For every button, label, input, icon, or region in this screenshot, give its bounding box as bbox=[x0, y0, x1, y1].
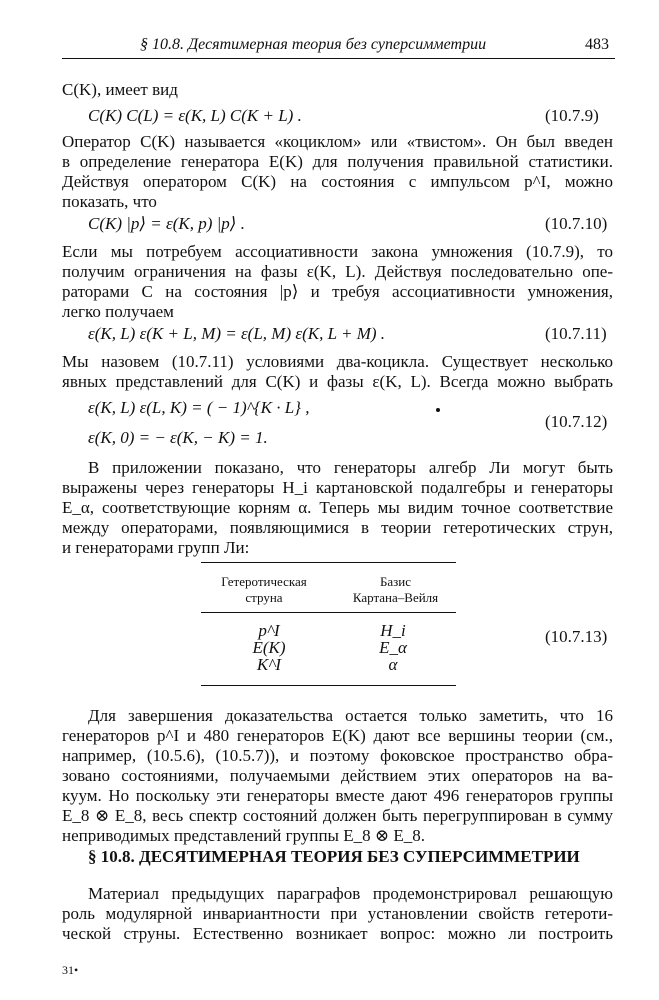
scan-dot bbox=[436, 408, 440, 412]
table-header-left-line2: струна bbox=[245, 590, 283, 605]
table-cell-right: E_α bbox=[379, 638, 407, 657]
text-line: неприводимых представлений группы E_8 ⊗ E_8. bbox=[62, 826, 425, 845]
equation-number: (10.7.11) bbox=[545, 324, 607, 343]
equation-number: (10.7.9) bbox=[545, 106, 599, 125]
text-line: E_8 ⊗ E_8, весь спектр состояний должен быть перегруппирован в сумму bbox=[62, 806, 613, 825]
text-line: получим ограничения на фазы ε(K, L). Действуя последовательно опе- bbox=[62, 262, 613, 281]
running-title: § 10.8. Десятимерная теория без суперсимметрии bbox=[140, 36, 487, 53]
text-line: ческой струны. Естественно возникает вопрос: можно ли построить bbox=[62, 924, 613, 943]
table-bottom-rule bbox=[201, 685, 456, 686]
table-cell-left: E(K) bbox=[252, 638, 286, 657]
text-line: Мы назовем (10.7.11) условиями два-коцикла. Существует несколько bbox=[62, 352, 613, 371]
text-line: зовано состояниями, получаемыми действием этих операторов на ва- bbox=[62, 766, 613, 785]
equation-10-7-10: C(K) |p⟩ = ε(K, p) |p⟩ . bbox=[88, 214, 245, 233]
equation-10-7-11: ε(K, L) ε(K + L, M) = ε(L, M) ε(K, L + M) . bbox=[88, 324, 386, 343]
text-line: Для завершения доказательства остается только заметить, что 16 bbox=[88, 706, 613, 725]
text-line: показать, что bbox=[62, 192, 157, 211]
text-line: куум. Но поскольку эти генераторы вместе дают 496 генераторов группы bbox=[62, 786, 613, 805]
equation-number: (10.7.10) bbox=[545, 214, 608, 233]
header-rule bbox=[62, 58, 615, 59]
text-line: в определение генератора E(K) для получения правильной статистики. bbox=[62, 152, 613, 171]
text-line: явных представлений для C(K) и фазы ε(K, L). Всегда можно выбрать bbox=[62, 372, 613, 391]
text-line: Оператор C(K) называется «коциклом» или «твистом». Он был введен bbox=[62, 132, 613, 151]
table-top-rule bbox=[201, 562, 456, 563]
equation-10-7-12-line1: ε(K, L) ε(L, K) = ( − 1)^{K · L} , bbox=[88, 398, 310, 417]
table-header-right-line2: Картана–Вейля bbox=[352, 590, 439, 605]
table-cell-right: α bbox=[388, 655, 398, 674]
text-line: В приложении показано, что генераторы алгебр Ли могут быть bbox=[88, 458, 613, 477]
equation-10-7-9: C(K) C(L) = ε(K, L) C(K + L) . bbox=[88, 106, 302, 125]
text-line: E_α, соответствующие корням α. Теперь мы видим точное соответствие bbox=[62, 498, 613, 517]
table-cell-left: p^I bbox=[258, 621, 280, 640]
text-line: выражены через генераторы H_i картановской подалгебры и генераторы bbox=[62, 478, 613, 497]
table-header-left-line1: Гетеротическая bbox=[221, 574, 307, 589]
equation-10-7-12-line2: ε(K, 0) = − ε(K, − K) = 1. bbox=[88, 428, 268, 447]
table-header-right bbox=[338, 574, 453, 606]
page-number: 483 bbox=[585, 36, 609, 53]
section-heading: § 10.8. ДЕСЯТИМЕРНАЯ ТЕОРИЯ БЕЗ СУПЕРСИММЕТРИИ bbox=[88, 847, 580, 866]
text-line: Действуя оператором C(K) на состояния с импульсом p^I, можно bbox=[62, 172, 613, 191]
correspondence-table bbox=[201, 562, 456, 688]
text-line: генераторов p^I и 480 генераторов E(K) дают все вершины теории (см., bbox=[62, 726, 613, 745]
text-line: например, (10.5.6), (10.5.7)), и поэтому фоковское пространство обра- bbox=[62, 746, 613, 765]
text-line: раторами C на состояния |p⟩ и требуя ассоциативности умножения, bbox=[62, 282, 613, 301]
text-line: Материал предыдущих параграфов продемонстрировал решающую bbox=[88, 884, 613, 903]
equation-number: (10.7.13) bbox=[545, 627, 608, 646]
equation-number: (10.7.12) bbox=[545, 412, 608, 431]
text-line: роль модулярной инвариантности при установлении свойств гетероти- bbox=[62, 904, 613, 923]
table-mid-rule bbox=[201, 612, 456, 613]
table-cell-right: H_i bbox=[380, 621, 406, 640]
text-line: и генераторами групп Ли: bbox=[62, 538, 250, 557]
text-line: легко получаем bbox=[62, 302, 174, 321]
text-line: Если мы потребуем ассоциативности закона умножения (10.7.9), то bbox=[62, 242, 613, 261]
page-header bbox=[0, 36, 659, 66]
footer-mark: 31• bbox=[62, 963, 79, 977]
table-cell-left: K^I bbox=[256, 655, 282, 674]
text-line: между операторами, появляющимися в теории гетеротических струн, bbox=[62, 518, 613, 537]
text-line: C(K), имеет вид bbox=[62, 80, 178, 99]
table-header-left bbox=[209, 574, 319, 606]
table-header-right-line1: Базис bbox=[379, 574, 412, 589]
